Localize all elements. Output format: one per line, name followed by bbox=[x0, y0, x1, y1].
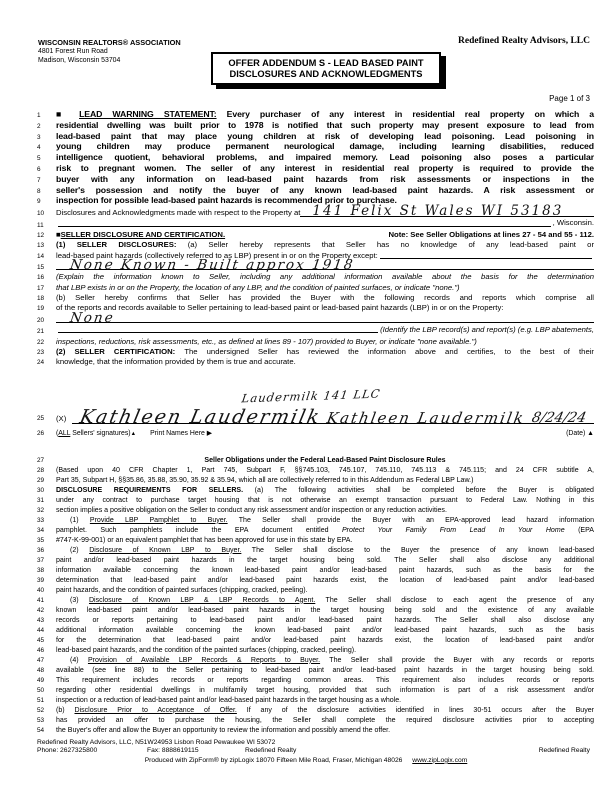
line-content bbox=[56, 218, 594, 227]
association-name: WISCONSIN REALTORS® ASSOCIATION bbox=[38, 38, 181, 47]
footer-contact-row bbox=[37, 747, 590, 756]
text-segment: Seller Obligations under the Federal Lead-Based Paint Disclosure Rules bbox=[204, 456, 446, 464]
doc-line bbox=[0, 606, 612, 616]
line-number: 36 bbox=[37, 546, 45, 554]
up-arrow-icon: ▲ bbox=[130, 430, 137, 437]
line-number: 25 bbox=[37, 415, 45, 423]
line-content bbox=[56, 586, 594, 596]
text-segment: information available concerning the known lead-based paint and/or lead-based paint hazards, such as the basis for the bbox=[56, 566, 594, 574]
text-segment: buyer with any information on lead-based paint hazards from risk assessments or inspections in the bbox=[56, 173, 594, 184]
handwritten-text: 141 Felix St Wales WI 53183 bbox=[300, 207, 594, 217]
doc-line bbox=[0, 696, 612, 706]
doc-line bbox=[0, 676, 612, 686]
line-content bbox=[56, 546, 594, 556]
text-segment: Disclosure of Known LBP to Buyer. bbox=[89, 546, 242, 554]
line-content bbox=[56, 556, 594, 566]
doc-line bbox=[0, 526, 612, 536]
text-segment: (3) bbox=[70, 596, 89, 604]
footer-right-name: Redefined Realty bbox=[538, 747, 590, 755]
seller-signature-row bbox=[0, 405, 612, 428]
text-segment: Every purchaser of any interest in residential real property on which a bbox=[216, 109, 594, 119]
line-number: 22 bbox=[37, 338, 45, 346]
text-segment: regarding other residential dwellings in multifamily target housing, provided that such information is part of a risk assessment and/or bbox=[56, 686, 594, 694]
doc-line bbox=[0, 496, 612, 506]
line-number: 45 bbox=[37, 636, 45, 644]
text-segment: lead-based paint hazards, and the condition of the painted surfaces (chipping, cracked, peeling). bbox=[56, 646, 357, 654]
handwritten-entity-name: Laudermilk 141 LLC bbox=[240, 386, 382, 406]
text-segment: lead-based paint hazards (collectively referred to as LBP) present in or on the Property except: bbox=[56, 250, 378, 260]
line-content bbox=[56, 706, 594, 716]
doc-line bbox=[0, 556, 612, 566]
line-content bbox=[56, 456, 594, 466]
signature-date-handwriting: 8/24/24 bbox=[530, 409, 588, 426]
doc-line bbox=[0, 646, 612, 656]
doc-line bbox=[0, 203, 612, 220]
line-number: 54 bbox=[37, 726, 45, 734]
doc-line bbox=[0, 726, 612, 736]
ziplogix-link: www.zipLogix.com bbox=[412, 756, 468, 764]
text-segment: LEAD WARNING STATEMENT: bbox=[79, 109, 217, 119]
text-segment: DISCLOSURE REQUIREMENTS FOR SELLERS. bbox=[56, 486, 255, 494]
line-number: 7 bbox=[37, 176, 41, 184]
line-content bbox=[56, 506, 594, 516]
handwritten-text: None bbox=[68, 309, 116, 326]
line-number: 38 bbox=[37, 566, 45, 574]
doc-line bbox=[0, 686, 612, 696]
line-content bbox=[56, 240, 594, 249]
line-content bbox=[56, 616, 594, 626]
line-number: 21 bbox=[37, 328, 45, 336]
lead-warning-block bbox=[0, 110, 612, 207]
text-segment: intelligence quotient, behavioral problems, and impaired memory. Lead poisoning also poses a particular bbox=[56, 152, 594, 163]
text-segment: of the reports and records available to Seller pertaining to lead-based paint or lead-based paint hazards (LBP) in or on the Property: bbox=[56, 303, 504, 313]
footer-firm-address: Redefined Realty Advisors, LLC, N51W24953 Lisbon Road Pewaukee WI 53072 bbox=[37, 738, 276, 746]
line-number: 2 bbox=[37, 122, 41, 130]
seller-signature-handwriting: Kathleen Laudermilk bbox=[77, 405, 324, 428]
text-segment: inspection or a reduction of lead-based paint and/or lead-based paint hazards in the target housing as a whole. bbox=[56, 696, 402, 704]
line-number: 43 bbox=[37, 616, 45, 624]
doc-line bbox=[0, 516, 612, 526]
line-number: 11 bbox=[37, 221, 44, 229]
seller-disclosure-block bbox=[0, 203, 612, 368]
line-number: 44 bbox=[37, 626, 45, 634]
line-content bbox=[56, 656, 594, 666]
text-segment: (Explain the information known to Seller, including any additional information available about the basis for the determination bbox=[56, 272, 594, 282]
text-segment: pamphlet. Such pamphlets include the EPA document entitled bbox=[56, 526, 342, 534]
doc-line bbox=[0, 586, 612, 596]
doc-line bbox=[0, 656, 612, 666]
line-number: 32 bbox=[37, 506, 45, 514]
text-segment: Part 35, Subpart H, §§35.86, 35.88, 35.90, 35.92 & 35.94, which all are collectively referred to in this Addendum as Federal LBP Law.) bbox=[56, 476, 474, 484]
form-footer bbox=[0, 739, 612, 766]
text-segment: (b) bbox=[56, 706, 75, 714]
line-number: 15 bbox=[37, 263, 45, 271]
line-content bbox=[56, 606, 594, 616]
line-content bbox=[56, 347, 594, 356]
print-names-label: Print Names Here ▶ bbox=[150, 429, 213, 437]
line-number: 8 bbox=[37, 187, 41, 195]
doc-line bbox=[0, 337, 612, 347]
line-content bbox=[56, 337, 594, 346]
line-number: 17 bbox=[37, 284, 45, 292]
line-number: 47 bbox=[37, 656, 45, 664]
line-content bbox=[56, 203, 594, 220]
line-number: 20 bbox=[37, 316, 45, 324]
signature-label-row bbox=[0, 429, 612, 439]
line-number: 29 bbox=[37, 476, 45, 484]
text-segment: (Identify the LBP record(s) and report(s) (e.g. LBP abatements, bbox=[380, 324, 594, 334]
line-content bbox=[56, 636, 594, 646]
association-address-2: Madison, Wisconsin 53704 bbox=[38, 57, 121, 64]
line-content bbox=[56, 175, 594, 185]
line-content bbox=[56, 142, 594, 152]
line-number: 48 bbox=[37, 666, 45, 674]
line-content bbox=[56, 686, 594, 696]
doc-line bbox=[0, 636, 612, 646]
line-content bbox=[56, 596, 594, 606]
text-segment: residential dwelling was built prior to 1978 is notified that such property may present exposure to lead from bbox=[56, 119, 594, 130]
text-segment: Provision of Available LBP Records & Reports to Buyer. bbox=[87, 656, 321, 664]
association-address-1: 4801 Forest Run Road bbox=[38, 48, 108, 55]
text-segment: (2) SELLER CERTIFICATION: bbox=[56, 346, 185, 356]
text-segment: risk to pregnant women. The seller of any interest in residential real property is required to provide the bbox=[56, 162, 594, 173]
signature-section bbox=[0, 368, 612, 456]
line-content bbox=[56, 536, 594, 546]
form-title-line-2: DISCLOSURES AND ACKNOWLEDGMENTS bbox=[229, 68, 423, 79]
signature-line bbox=[72, 405, 594, 428]
text-segment: that LBP exists in or on the Property, the location of any LBP, and the condition of painted surfaces, or indicate "none.") bbox=[56, 282, 460, 292]
text-segment: Note: See Seller Obligations at lines 27 - 54 and 55 - 112. bbox=[388, 229, 594, 239]
doc-line bbox=[0, 616, 612, 626]
text-segment: records or reports pertaining to lead-based paint and/or lead-based paint hazards. The Seller shall also disclose any bbox=[56, 616, 594, 624]
line-content bbox=[56, 666, 594, 676]
line-number: 18 bbox=[37, 294, 45, 302]
doc-line bbox=[0, 325, 612, 337]
text-segment: inspection for possible lead-based paint hazards is recommended prior to purchase. bbox=[56, 195, 397, 206]
line-number: 53 bbox=[37, 716, 45, 724]
line-number: 50 bbox=[37, 686, 45, 694]
line-content bbox=[56, 726, 594, 736]
handwritten-text: None Known - Built approx 1918 bbox=[68, 256, 356, 273]
text-segment: Disclosure Prior to Acceptance of Offer. bbox=[74, 706, 237, 714]
line-number: 34 bbox=[37, 526, 45, 534]
doc-line bbox=[0, 357, 612, 367]
text-segment: The Seller shall provide the Buyer with any records or reports bbox=[320, 656, 594, 664]
doc-line bbox=[0, 536, 612, 546]
line-content bbox=[56, 696, 594, 706]
line-content bbox=[56, 476, 594, 486]
line-number: 3 bbox=[37, 133, 41, 141]
doc-line bbox=[0, 230, 612, 240]
line-content bbox=[56, 566, 594, 576]
line-content bbox=[56, 676, 594, 686]
doc-line bbox=[0, 293, 612, 303]
label-spacer bbox=[212, 429, 566, 439]
footer-phone: Phone: 2627325800 bbox=[37, 747, 98, 755]
doc-line bbox=[0, 240, 612, 250]
seller-printed-name-handwriting: Kathleen Laudermilk bbox=[325, 408, 527, 427]
text-segment: section implies a positive obligation on the Seller to conduct any risk assessment and/or inspection or any reduction activities. bbox=[56, 506, 447, 514]
line-number: 23 bbox=[37, 348, 45, 356]
doc-line bbox=[0, 596, 612, 606]
all-signatures-label: (ALL Sellers' signatures)▲ bbox=[56, 429, 137, 437]
doc-line bbox=[0, 706, 612, 716]
line-content bbox=[56, 486, 594, 496]
line-number: 30 bbox=[37, 486, 45, 494]
doc-line bbox=[0, 218, 612, 230]
line-number: 49 bbox=[37, 676, 45, 684]
line-content bbox=[56, 283, 594, 292]
doc-line bbox=[0, 476, 612, 486]
line-number: 4 bbox=[37, 144, 41, 152]
zipform-credit: Produced with ZipForm® by zipLogix 18070 Fifteen Mile Road, Fraser, Michigan 48026 bbox=[144, 756, 403, 764]
line-content bbox=[56, 309, 594, 326]
line-content bbox=[56, 466, 594, 476]
text-segment: lead-based paint that may place young children at risk of developing lead poisoning. Lead poisoning in bbox=[56, 130, 594, 141]
signature-labels bbox=[56, 429, 594, 439]
text-segment: paint hazards, and the condition of painted surfaces (chipping, cracked, peeling). bbox=[56, 586, 308, 594]
line-number: 46 bbox=[37, 646, 45, 654]
text-segment: additional information available concerning the known lead-based paint and/or lead-based paint hazards, such as the basis bbox=[56, 626, 594, 634]
text-segment: Disclosures and Acknowledgments made with respect to the Property at bbox=[56, 207, 301, 217]
line-content bbox=[56, 153, 594, 163]
line-number: 16 bbox=[37, 274, 45, 282]
text-segment: paint and/or lead-based paint hazards in the target housing being sold. The Seller shall also disclose any additional bbox=[56, 556, 594, 564]
line-number: 51 bbox=[37, 696, 45, 704]
line-content bbox=[56, 132, 594, 142]
line-content bbox=[56, 626, 594, 636]
doc-line bbox=[0, 546, 612, 556]
line-number: 26 bbox=[37, 429, 45, 437]
text-segment: The Seller shall disclose to the Buyer the presence of any known lead-based bbox=[241, 546, 595, 554]
text-segment: ■ bbox=[56, 229, 61, 239]
text-segment: (2) bbox=[70, 546, 90, 554]
text-segment: under any contract to purchase target housing that is not otherwise an exempt transaction pursuant to Federal Law. Nothing in this bbox=[56, 496, 594, 504]
line-number: 13 bbox=[37, 242, 45, 250]
text-segment: (a) Seller hereby represents that Seller has no knowledge of any lead-based paint or bbox=[187, 240, 595, 250]
text-segment: seller's possession and notify the buyer of any known lead-based paint hazards. A risk assessment or bbox=[56, 184, 594, 195]
text-segment: for the determination that lead-based paint and/or lead-based paint hazards exist, the location of lead-based paint and/or bbox=[56, 636, 594, 644]
text-segment: Provide LBP Pamphlet to Buyer. bbox=[89, 516, 228, 524]
line-content bbox=[56, 256, 594, 273]
text-segment: #747-K-99-001) or an equivalent pamphlet that has been approved for use in this state by EPA. bbox=[56, 536, 353, 544]
text-segment: (1) bbox=[70, 516, 90, 524]
line-content bbox=[56, 110, 594, 120]
date-label: (Date) ▲ bbox=[566, 429, 594, 437]
text-segment bbox=[58, 224, 551, 227]
text-segment: inspections, reductions, risk assessments, etc., as defined at lines 89 - 107) provided to Buyer, or indicate "none available.") bbox=[56, 336, 477, 346]
doc-line bbox=[0, 576, 612, 586]
association-block bbox=[38, 38, 181, 65]
line-content bbox=[56, 230, 594, 239]
text-segment: the Buyer's offer and allow the Buyer an opportunity to review the information and possibly amend the offer. bbox=[56, 726, 391, 734]
text-segment: has provided an offer to purchase the housing, the Seller shall complete the required disclosure activities prior to accepting bbox=[56, 716, 594, 724]
line-content bbox=[56, 293, 594, 302]
brokerage-name: Redefined Realty Advisors, LLC bbox=[458, 36, 590, 46]
signature-x-mark: (X) bbox=[56, 414, 67, 424]
line-number: 33 bbox=[37, 516, 45, 524]
line-content bbox=[56, 716, 594, 726]
line-number: 6 bbox=[37, 165, 41, 173]
line-content bbox=[56, 576, 594, 586]
line-content bbox=[56, 164, 594, 174]
form-header bbox=[0, 36, 612, 110]
doc-line bbox=[0, 283, 612, 293]
footer-spacer bbox=[296, 747, 538, 756]
seller-obligations-block bbox=[0, 456, 612, 736]
line-number: 19 bbox=[37, 305, 45, 313]
doc-line bbox=[0, 506, 612, 516]
line-number: 39 bbox=[37, 576, 45, 584]
form-title-line-1: OFFER ADDENDUM S - LEAD BASED PAINT bbox=[228, 58, 424, 68]
text-segment: known lead-based paint and/or lead-based paint hazards in the target housing being sold and the existence of any available bbox=[56, 606, 594, 614]
text-segment: The Seller shall disclose to each agent the presence of any bbox=[315, 596, 594, 604]
text-segment: (4) bbox=[70, 656, 88, 664]
doc-line bbox=[0, 486, 612, 496]
line-number: 37 bbox=[37, 556, 45, 564]
text-segment: available (see line 88) to the Seller pertaining to lead-based paint and/or lead-based paint hazards in the target housing being sold. bbox=[56, 666, 594, 674]
text-segment: (EPA bbox=[564, 526, 594, 534]
line-number: 9 bbox=[37, 198, 41, 206]
line-content bbox=[56, 496, 594, 506]
line-content bbox=[56, 303, 594, 312]
page-number: Page 1 of 3 bbox=[549, 94, 590, 103]
line-number: 28 bbox=[37, 466, 45, 474]
line-number: 5 bbox=[37, 155, 41, 163]
line-number: 24 bbox=[37, 359, 45, 367]
text-segment: SELLER DISCLOSURE AND CERTIFICATION. bbox=[60, 229, 226, 239]
text-segment bbox=[58, 330, 378, 333]
text-segment: (a) The following activities shall be completed before the Buyer is obligated bbox=[254, 486, 594, 494]
line-number: 35 bbox=[37, 536, 45, 544]
text-segment: Disclosure of Known LBP & LBP Records to Agent. bbox=[88, 596, 316, 604]
doc-line bbox=[0, 466, 612, 476]
text-segment: ■ bbox=[56, 109, 80, 119]
line-content bbox=[56, 272, 594, 281]
text-segment: determination that lead-based paint and/or lead-based paint hazards exist, the location of lead-based paint and/or lead-based bbox=[56, 576, 594, 584]
line-number: 1 bbox=[37, 112, 41, 119]
text-segment: (Based upon 40 CFR Chapter 1, Part 745, Subpart F, §§745.103, 745.107, 745.110, 745.113 & 745.115; and 24 CFR subtitle A, bbox=[56, 466, 594, 474]
form-title-box bbox=[211, 52, 441, 85]
doc-line bbox=[0, 347, 612, 357]
doc-line bbox=[0, 666, 612, 676]
text-segment: If any of the disclosure activities identified in lines 30-51 occurs after the Buyer bbox=[236, 706, 594, 714]
footer-fax: Fax: 8888619115 bbox=[147, 747, 199, 755]
text-segment: young children may produce permanent neurological damage, including learning disabilities, reduced bbox=[56, 141, 594, 152]
text-segment: (b) Seller hereby confirms that Seller has provided the Buyer with the following records and reports which comprise all bbox=[56, 292, 594, 302]
line-content bbox=[56, 357, 594, 366]
line-content bbox=[56, 646, 594, 656]
line-number: 31 bbox=[37, 496, 45, 504]
line-number: 52 bbox=[37, 706, 45, 714]
line-content bbox=[56, 186, 594, 196]
doc-line bbox=[0, 716, 612, 726]
text-segment: This requirement includes records or reports regarding common areas. This requirement also includes records or reports bbox=[56, 676, 594, 684]
line-content bbox=[56, 526, 594, 536]
doc-line bbox=[0, 626, 612, 636]
line-content bbox=[56, 516, 594, 526]
text-segment: knowledge, that the information provided by them is true and accurate. bbox=[56, 357, 296, 367]
doc-line bbox=[0, 272, 612, 282]
text-segment: (1) SELLER DISCLOSURES: bbox=[56, 240, 188, 250]
text-segment: , Wisconsin. bbox=[552, 218, 594, 228]
line-number: 14 bbox=[37, 252, 45, 260]
text-segment bbox=[380, 256, 592, 259]
footer-produced-row bbox=[0, 757, 612, 766]
line-number: 12 bbox=[37, 231, 45, 239]
line-number: 27 bbox=[37, 456, 45, 464]
text-segment: The undersigned Seller has reviewed the information above and certifies, to the best of their bbox=[184, 346, 594, 356]
footer-prepared-by: Redefined Realty bbox=[245, 747, 297, 755]
line-content bbox=[56, 325, 594, 334]
doc-line bbox=[0, 456, 612, 466]
text-segment: The Seller shall provide the Buyer with an EPA-approved lead hazard information bbox=[227, 516, 594, 524]
line-number: 10 bbox=[37, 209, 45, 217]
line-number: 42 bbox=[37, 606, 45, 614]
text-segment: Protect Your Family From Lead In Your Home bbox=[341, 526, 565, 534]
line-number: 41 bbox=[37, 596, 45, 604]
line-number: 40 bbox=[37, 586, 45, 594]
line-content bbox=[56, 121, 594, 131]
doc-line bbox=[0, 566, 612, 576]
